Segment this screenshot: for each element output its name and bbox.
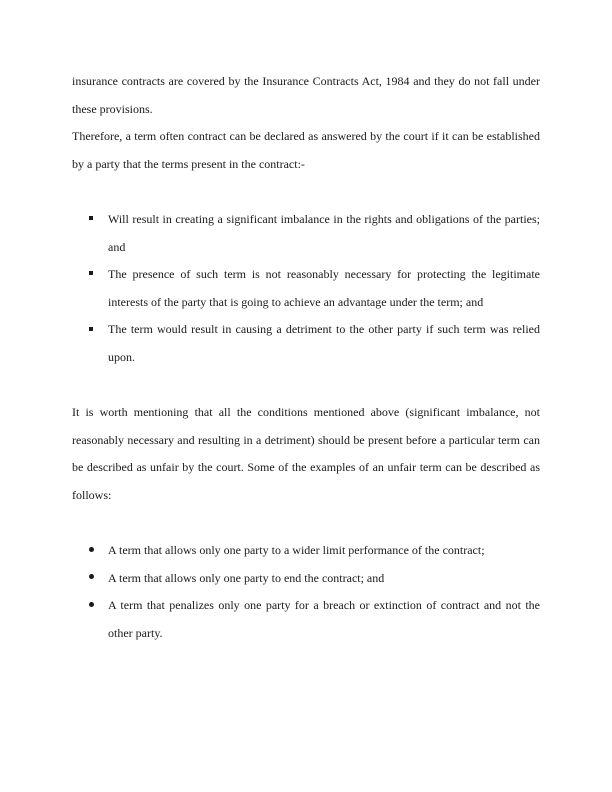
list-item	[72, 565, 540, 593]
list-item-text: The presence of such term is not reasonably necessary for protecting the legitimate interests of the party that is going to achieve an advantage under the term; and	[108, 267, 540, 309]
list-item	[72, 206, 540, 261]
square-bullet-icon	[89, 206, 99, 234]
paragraph-therefore: Therefore, a term often contract can be declared as answered by the court if it can be established by a party that the terms present in the contract:-	[72, 129, 540, 171]
list-item	[72, 592, 540, 647]
paragraph-worth-mentioning: It is worth mentioning that all the conditions mentioned above (significant imbalance, not reasonably necessary and resulting in a detriment) should be present before a particular term can be described as unfair by the court. Some of the examples of an unfair term can be described as follows:	[72, 405, 540, 502]
list-item-text: The term would result in causing a detriment to the other party if such term was relied upon.	[108, 322, 540, 364]
round-bullet-icon	[89, 592, 99, 620]
examples-list	[72, 537, 540, 647]
spacer	[72, 510, 540, 538]
conditions-list	[72, 206, 540, 372]
list-item-text: Will result in creating a significant imbalance in the rights and obligations of the parties; and	[108, 211, 540, 254]
square-bullet-icon	[89, 316, 99, 344]
list-item	[72, 316, 540, 371]
list-item	[72, 537, 540, 565]
list-item-text: A term that penalizes only one party for a breach or extinction of contract and not the other party.	[108, 598, 540, 640]
list-item-text: A term that allows only one party to end the contract; and	[108, 570, 385, 585]
round-bullet-icon	[89, 537, 99, 565]
list-item	[72, 261, 540, 316]
document-page	[72, 68, 540, 647]
paragraph-insurance-contracts: insurance contracts are covered by the Insurance Contracts Act, 1984 and they do not fall under these provisions.	[72, 74, 540, 116]
square-bullet-icon	[89, 261, 99, 289]
round-bullet-icon	[89, 565, 99, 593]
spacer	[72, 178, 540, 206]
spacer	[72, 372, 540, 400]
list-item-text: A term that allows only one party to a wider limit performance of the contract;	[108, 543, 485, 558]
